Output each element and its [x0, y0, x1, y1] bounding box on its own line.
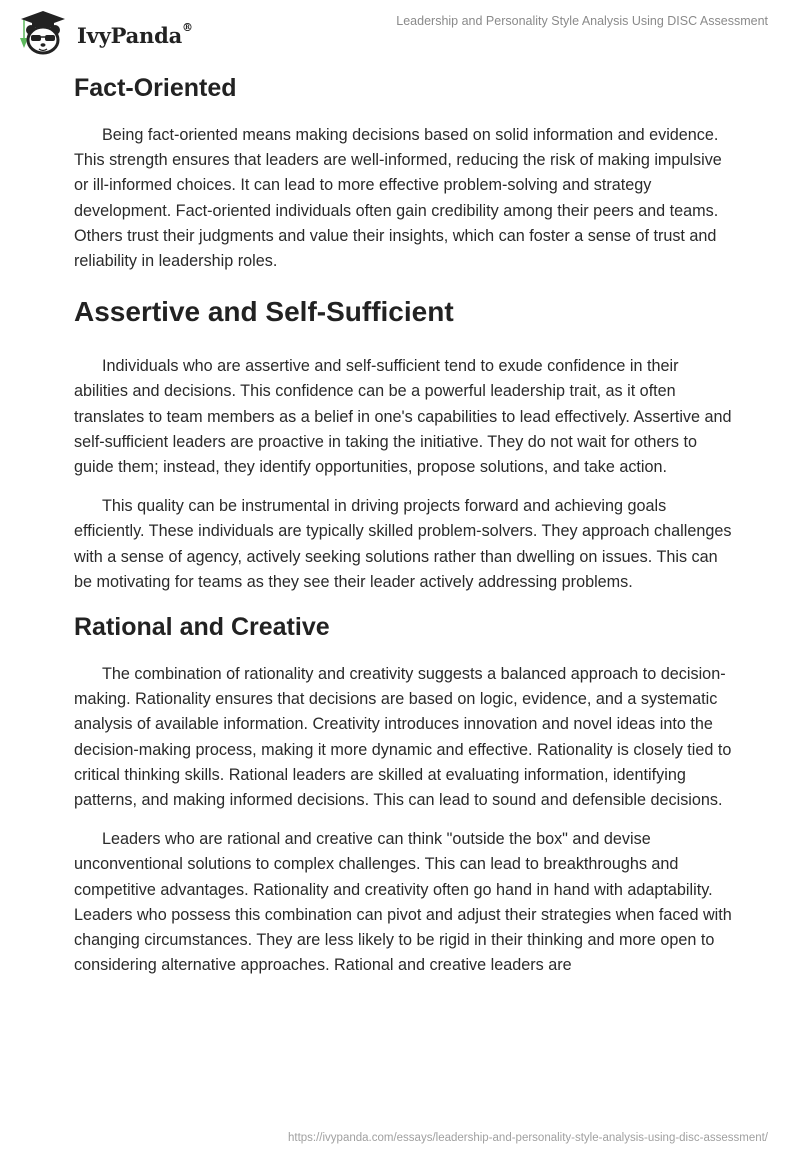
section-assertive-self-sufficient: [74, 296, 734, 595]
logo-wordmark: [77, 20, 193, 48]
paragraph: Leaders who are rational and creative can think "outside the box" and devise unconventional solutions to complex challenges. This can lead to breakthroughs and competitive advantages. Rationality and creativity often go hand in hand with adaptability. Leaders who possess this combination can pivot and adjust their strategies when faced with changing circumstances. They are less likely to be rigid in their thinking and more open to considering alternative approaches. Rational and creative leaders are: [74, 830, 732, 975]
section-heading: Fact-Oriented: [74, 74, 237, 102]
registered-mark: ®: [182, 20, 193, 34]
ivypanda-logo[interactable]: [17, 8, 193, 56]
essay-content: [74, 70, 734, 978]
section-heading: Assertive and Self-Sufficient: [74, 296, 454, 328]
section-heading: Rational and Creative: [74, 613, 330, 642]
source-url[interactable]: https://ivypanda.com/essays/leadership-and-personality-style-analysis-using-disc-assessment/: [287, 1132, 768, 1144]
panda-graduate-icon: [17, 8, 69, 56]
paragraph: The combination of rationality and creativity suggests a balanced approach to decision-making. Rationality ensures that decisions are based on logic, evidence, and a systematic analysis of available information. Creativity introduces innovation and novel ideas into the decision-making process, making it more dynamic and effective. Rationality is closely tied to critical thinking skills. Rational leaders are skilled at evaluating information, identifying patterns, and making informed decisions. This can lead to sound and defensible decisions.: [74, 665, 732, 810]
section-rational-creative: [74, 613, 734, 978]
paragraph: Individuals who are assertive and self-sufficient tend to exude confidence in their abilities and decisions. This confidence can be a powerful leadership trait, as it often translates to team members as a belief in one's capabilities to lead effectively. Assertive and self-sufficient leaders are proactive in taking the initiative. They do not wait for others to guide them; instead, they identify opportunities, propose solutions, and take action.: [74, 357, 732, 477]
logo-text: IvyPanda: [77, 22, 183, 48]
document-title: Leadership and Personality Style Analysis Using DISC Assessment: [396, 14, 768, 28]
paragraph: Being fact-oriented means making decisions based on solid information and evidence. This strength ensures that leaders are well-informed, reducing the risk of making impulsive or ill-informed choices. It can lead to more effective problem-solving and strategy development. Fact-oriented individuals often gain credibility among their peers and teams. Others trust their judgments and value their insights, which can foster a sense of trust and reliability in leadership roles.: [74, 126, 722, 271]
paragraph: This quality can be instrumental in driving projects forward and achieving goals efficiently. These individuals are typically skilled problem-solvers. They approach challenges with a sense of agency, actively seeking solutions rather than dwelling on issues. This can be motivating for teams as they see their leader actively addressing problems.: [74, 497, 732, 591]
section-fact-oriented: [74, 74, 734, 274]
page-header: [0, 0, 800, 60]
